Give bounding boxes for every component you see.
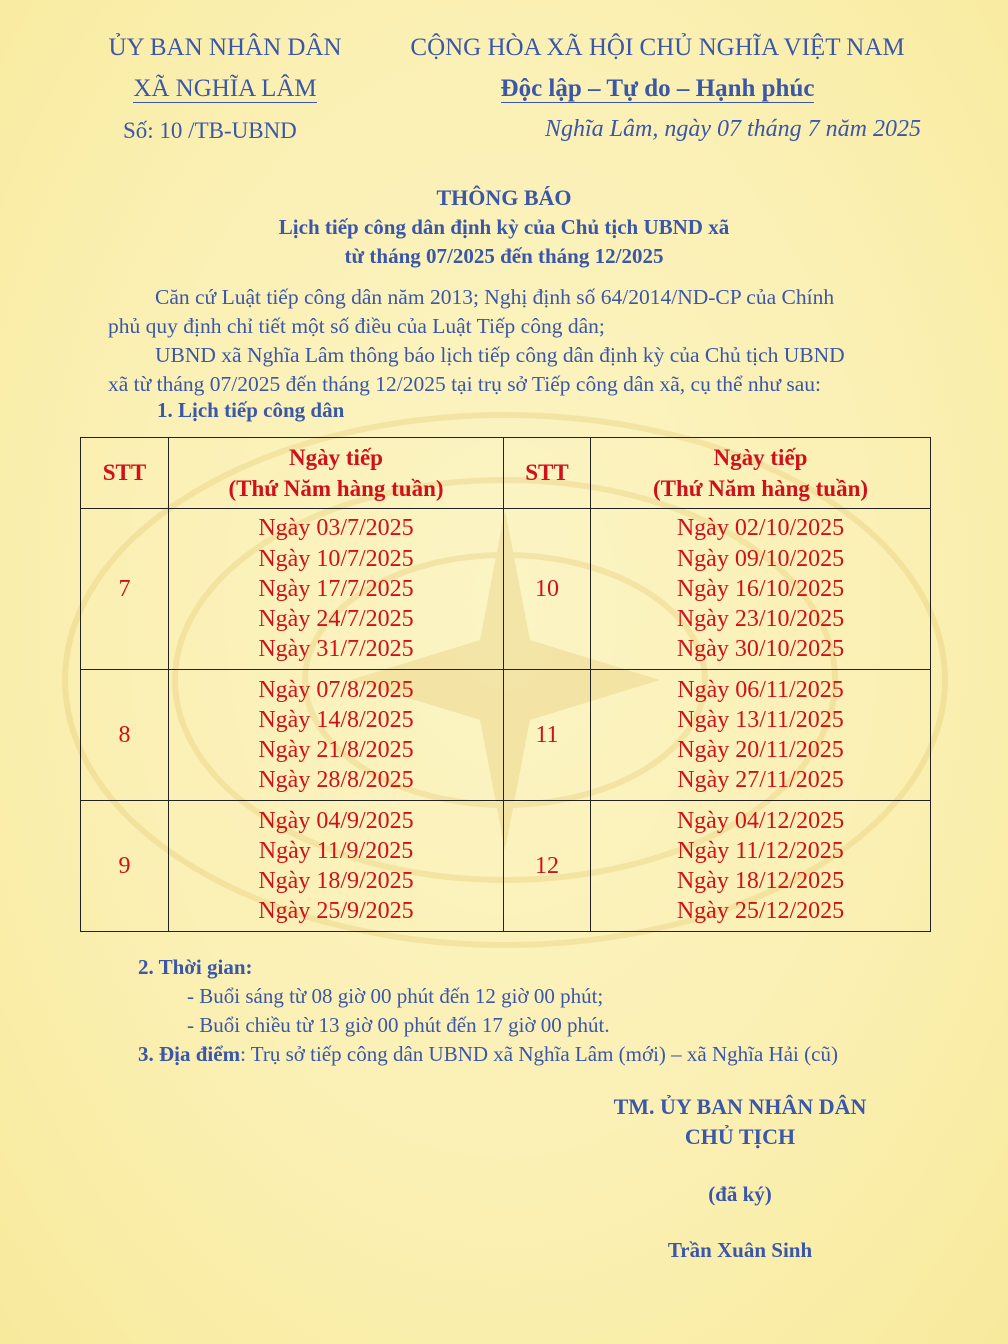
date-item: Ngày 31/7/2025 xyxy=(258,636,414,663)
national-title: CỘNG HÒA XÃ HỘI CHỦ NGHĨA VIỆT NAM xyxy=(410,34,905,61)
section-1-heading: 1. Lịch tiếp công dân xyxy=(157,398,345,422)
date-item: Ngày 28/8/2025 xyxy=(258,767,414,794)
commune-name: XÃ NGHĨA LÂM xyxy=(133,75,317,102)
motto-wrap xyxy=(380,75,935,103)
paragraph-2-line-2: xã từ tháng 07/2025 đến tháng 12/2025 tại trụ sở Tiếp công dân xã, cụ thể như sau: xyxy=(108,372,822,396)
document-title: THÔNG BÁO xyxy=(436,185,572,210)
date-item: Ngày 07/8/2025 xyxy=(258,676,414,703)
header-day-left-line2: (Thứ Năm hàng tuần) xyxy=(228,476,444,501)
date-item: Ngày 04/12/2025 xyxy=(676,807,845,834)
dates-cell xyxy=(591,509,931,670)
paragraph-1-line-2: phủ quy định chỉ tiết một số điều của Luật Tiếp công dân; xyxy=(108,314,605,338)
place-date: Nghĩa Lâm, ngày 07 tháng 7 năm 2025 xyxy=(545,116,922,142)
stt-cell: 9 xyxy=(81,801,169,932)
paragraph-2-line-1: UBND xã Nghĩa Lâm thông báo lịch tiếp công dân định kỳ của Chủ tịch UBND xyxy=(155,343,845,367)
national-motto: Độc lập – Tự do – Hạnh phúc xyxy=(500,75,815,102)
table-row xyxy=(81,801,931,932)
date-item: Ngày 11/9/2025 xyxy=(258,837,414,864)
date-item: Ngày 10/7/2025 xyxy=(258,545,414,572)
document-subtitle-2: từ tháng 07/2025 đến tháng 12/2025 xyxy=(344,244,664,268)
date-item: Ngày 11/12/2025 xyxy=(677,837,844,864)
signature-title: CHỦ TỊCH xyxy=(684,1124,796,1149)
date-item: Ngày 30/10/2025 xyxy=(676,636,845,663)
date-item: Ngày 14/8/2025 xyxy=(258,706,414,733)
date-item: Ngày 03/7/2025 xyxy=(258,515,414,542)
date-item: Ngày 13/11/2025 xyxy=(677,706,844,733)
dates-cell xyxy=(169,509,504,670)
dates-cell xyxy=(591,801,931,932)
table-row xyxy=(81,670,931,801)
date-item: Ngày 04/9/2025 xyxy=(258,807,414,834)
signer-name: Trần Xuân Sinh xyxy=(667,1238,813,1262)
location-line xyxy=(138,1042,838,1067)
date-item: Ngày 25/12/2025 xyxy=(676,898,845,925)
date-item: Ngày 27/11/2025 xyxy=(677,767,844,794)
date-item: Ngày 18/9/2025 xyxy=(258,868,414,894)
afternoon-hours: - Buổi chiều từ 13 giờ 00 phút đến 17 giờ 00 phút. xyxy=(187,1013,610,1037)
stt-cell: 8 xyxy=(81,670,169,801)
morning-hours: - Buổi sáng từ 08 giờ 00 phút đến 12 giờ 00 phút; xyxy=(187,984,604,1008)
date-item: Ngày 17/7/2025 xyxy=(258,575,414,602)
stt-cell: 10 xyxy=(504,509,591,670)
header-day-left xyxy=(169,438,504,509)
date-item: Ngày 25/9/2025 xyxy=(258,898,414,925)
header-day-right xyxy=(591,438,931,509)
header-day-right-line2: (Thứ Năm hàng tuần) xyxy=(652,476,869,501)
header-stt-left: STT xyxy=(81,438,169,509)
header-day-left-line1: Ngày tiếp xyxy=(289,444,383,470)
document-number: Số: 10 /TB-UBND xyxy=(123,118,297,143)
date-item: Ngày 09/10/2025 xyxy=(676,545,845,572)
table-header-row xyxy=(81,438,931,509)
date-item: Ngày 18/12/2025 xyxy=(676,868,845,894)
date-item: Ngày 16/10/2025 xyxy=(676,575,845,602)
stt-cell: 11 xyxy=(504,670,591,801)
commune-name-wrap xyxy=(95,75,355,103)
date-item: Ngày 06/11/2025 xyxy=(677,676,844,703)
table-row xyxy=(81,509,931,670)
date-item: Ngày 24/7/2025 xyxy=(258,606,414,633)
stt-cell: 7 xyxy=(81,509,169,670)
issuing-authority: ỦY BAN NHÂN DÂN xyxy=(108,34,342,61)
location-label: 3. Địa điểm xyxy=(138,1042,241,1066)
dates-cell xyxy=(591,670,931,801)
header-day-right-line1: Ngày tiếp xyxy=(713,444,808,470)
header-stt-right: STT xyxy=(504,438,591,509)
date-item: Ngày 20/11/2025 xyxy=(677,737,844,763)
stt-cell: 12 xyxy=(504,801,591,932)
date-item: Ngày 23/10/2025 xyxy=(676,606,845,633)
dates-cell xyxy=(169,670,504,801)
document-subtitle-1: Lịch tiếp công dân định kỳ của Chủ tịch UBND xã xyxy=(278,215,730,239)
signed-note: (đã ký) xyxy=(708,1182,772,1206)
signature-authority: TM. ỦY BAN NHÂN DÂN xyxy=(613,1094,867,1119)
schedule-table xyxy=(80,437,931,932)
date-item: Ngày 21/8/2025 xyxy=(258,737,414,763)
location-text: : Trụ sở tiếp công dân UBND xã Nghĩa Lâm (mới) – xã Nghĩa Hải (cũ) xyxy=(240,1042,838,1066)
dates-cell xyxy=(169,801,504,932)
paragraph-1-line-1: Căn cứ Luật tiếp công dân năm 2013; Nghị định số 64/2014/ND-CP của Chính xyxy=(155,285,835,309)
date-item: Ngày 02/10/2025 xyxy=(676,515,845,542)
section-2-heading: 2. Thời gian: xyxy=(138,955,253,979)
